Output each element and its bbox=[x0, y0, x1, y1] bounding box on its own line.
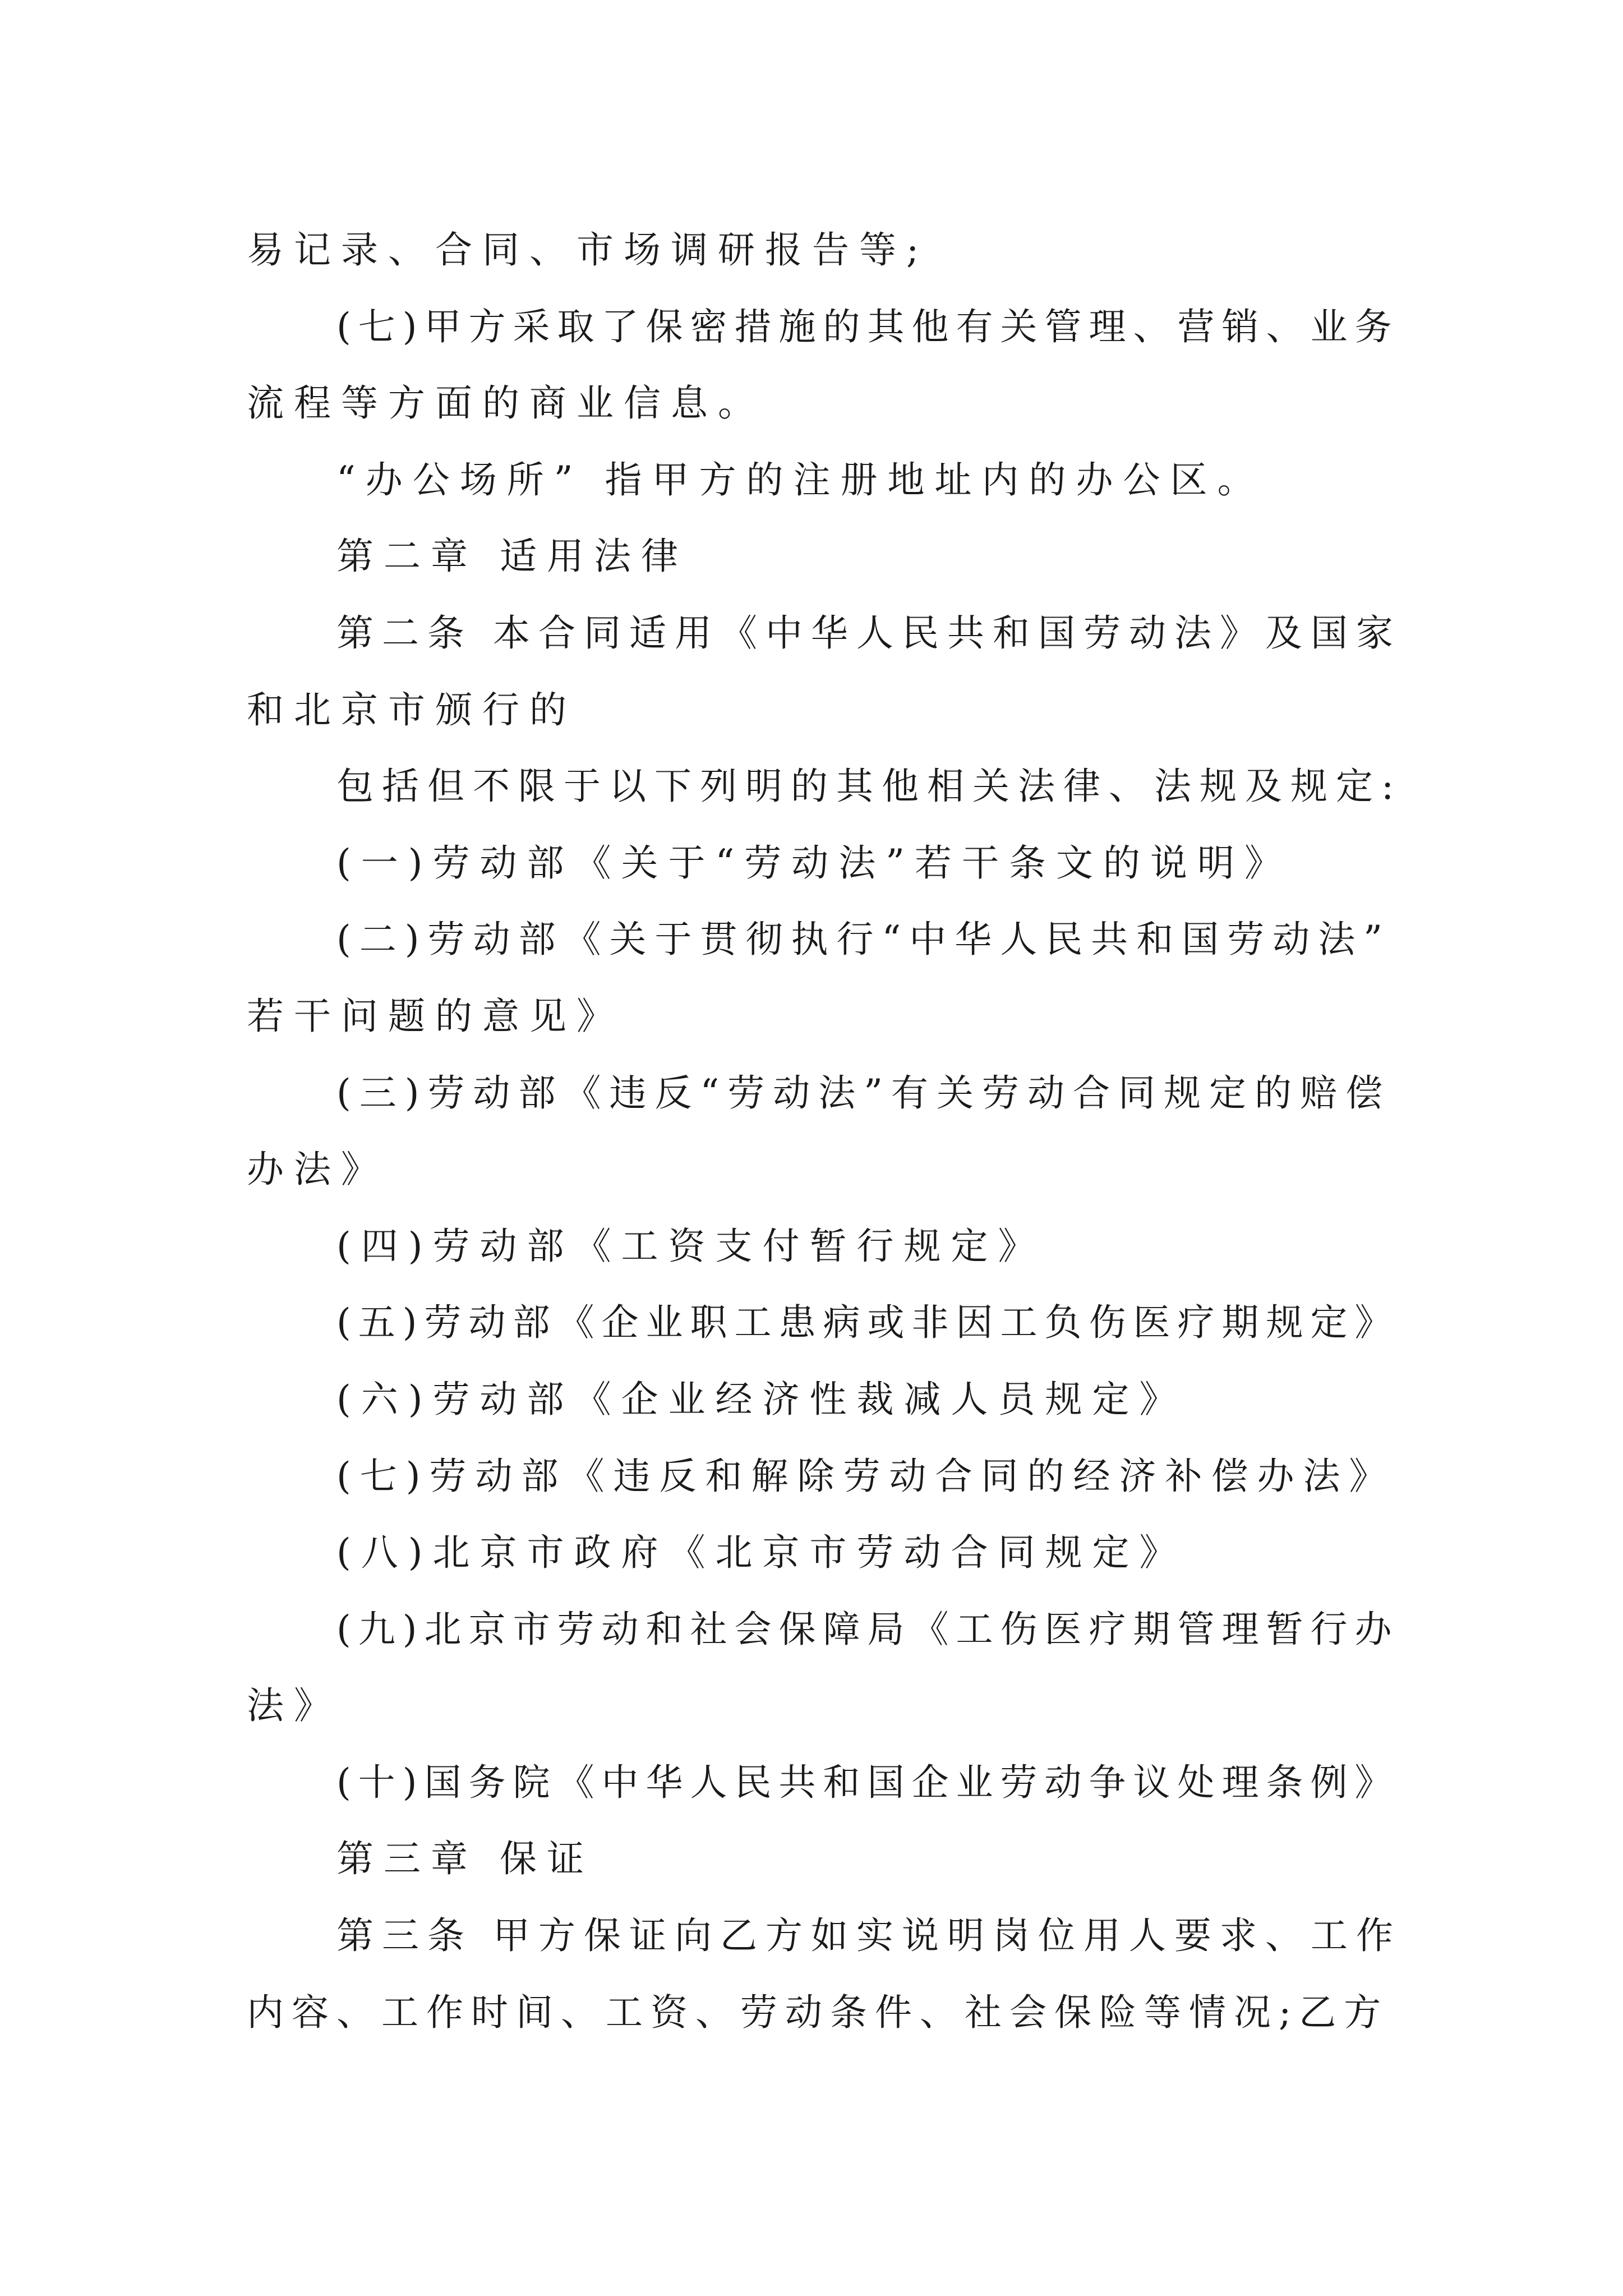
list-item: (五)劳动部《企业职工患病或非因工负伤医疗期规定》 bbox=[336, 1301, 1399, 1345]
list-item: (六)劳动部《企业经济性裁减人员规定》 bbox=[336, 1377, 1187, 1421]
text-line: 包括但不限于以下列明的其他相关法律、法规及规定: bbox=[336, 765, 1403, 808]
text-line: 第三条 甲方保证向乙方如实说明岗位用人要求、工作 bbox=[336, 1914, 1401, 1958]
document-body bbox=[247, 212, 1402, 2051]
text-line: 办法》 bbox=[247, 1148, 388, 1191]
chapter-heading: 第二章 适用法律 bbox=[336, 535, 688, 578]
list-item: (二)劳动部《关于贯彻执行“中华人民共和国劳动法” bbox=[336, 918, 1391, 961]
list-item: (八)北京市政府《北京市劳动合同规定》 bbox=[336, 1531, 1187, 1575]
text-line: (七)甲方采取了保密措施的其他有关管理、营销、业务 bbox=[336, 305, 1399, 348]
list-item: (九)北京市劳动和社会保障局《工伤医疗期管理暂行办 bbox=[336, 1607, 1399, 1651]
text-line: 流程等方面的商业信息。 bbox=[247, 381, 765, 425]
text-line: “办公场所” 指甲方的注册地址内的办公区。 bbox=[336, 458, 1265, 501]
text-line: 和北京市颁行的 bbox=[247, 688, 577, 731]
list-item: (一)劳动部《关于“劳动法”若干条文的说明》 bbox=[336, 841, 1292, 885]
list-item: (十)国务院《中华人民共和国企业劳动争议处理条例》 bbox=[336, 1760, 1399, 1804]
text-line: 法》 bbox=[247, 1684, 341, 1728]
list-item: (七)劳动部《违反和解除劳动合同的经济补偿办法》 bbox=[336, 1454, 1395, 1498]
text-line: 第二条 本合同适用《中华人民共和国劳动法》及国家 bbox=[336, 611, 1401, 655]
text-line: 若干问题的意见》 bbox=[247, 994, 624, 1038]
text-line: 内容、工作时间、工资、劳动条件、社会保险等情况;乙方 bbox=[247, 1990, 1389, 2034]
text-line: 易记录、合同、市场调研报告等; bbox=[247, 228, 929, 272]
list-item: (三)劳动部《违反“劳动法”有关劳动合同规定的赔偿 bbox=[336, 1071, 1391, 1115]
chapter-heading: 第三章 保证 bbox=[336, 1837, 594, 1881]
list-item: (四)劳动部《工资支付暂行规定》 bbox=[336, 1224, 1045, 1268]
